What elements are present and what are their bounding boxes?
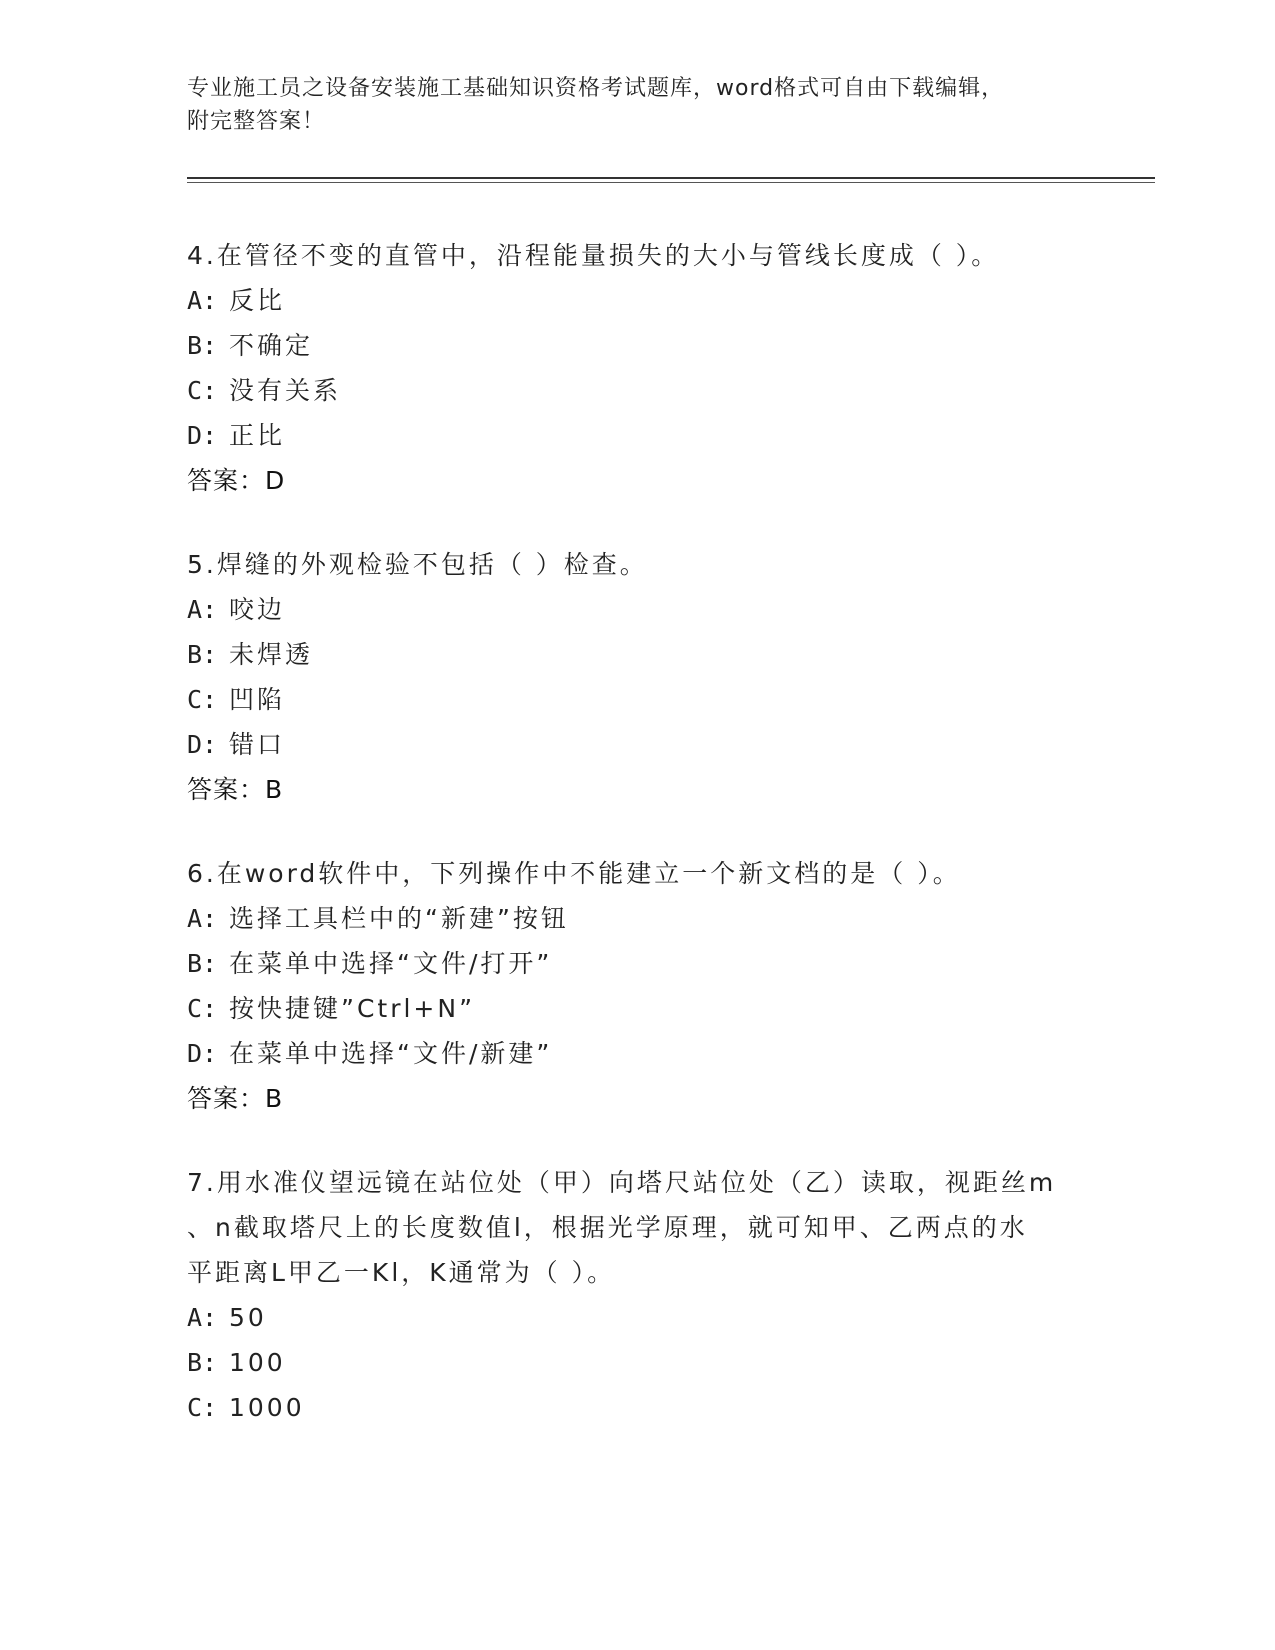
answer-line [187,767,1087,812]
answer-label: 答案： [187,466,266,495]
question-stem-line: 7.用水准仪望远镜在站位处（甲）向塔尺站位处（乙）读取，视距丝m [187,1168,1057,1197]
question-stem [187,1160,1087,1295]
header-divider-thick [187,177,1155,179]
question-stem-line: 5.焊缝的外观检验不包括（ ）检查。 [187,550,648,579]
option-d [187,722,1087,767]
option-b [187,323,1087,368]
answer-line [187,458,1087,503]
option-text: 在菜单中选择“文件/新建” [229,1039,553,1068]
answer-value: D [265,466,286,495]
question-stem-line: 4.在管径不变的直管中，沿程能量损失的大小与管线长度成（ ）。 [187,241,1000,270]
option-a [187,278,1087,323]
option-b [187,1340,1087,1385]
answer-label: 答案： [187,1084,266,1113]
option-letter: D: [187,1039,218,1068]
option-text: 1000 [229,1393,305,1422]
option-a [187,587,1087,632]
option-letter: A: [187,904,218,933]
answer-value: B [265,775,284,804]
question-stem [187,542,1087,587]
option-letter: D: [187,730,218,759]
option-letter: C: [187,376,218,405]
question-5 [187,542,1087,812]
option-letter: C: [187,685,218,714]
option-text: 100 [229,1348,286,1377]
answer-value: B [265,1084,284,1113]
option-text: 反比 [229,286,286,315]
option-letter: A: [187,286,218,315]
question-stem [187,851,1087,896]
option-letter: B: [187,640,218,669]
option-d [187,413,1087,458]
option-text: 按快捷键”Ctrl+N” [229,994,476,1023]
header-divider-thin [187,182,1155,183]
question-6 [187,851,1087,1121]
option-letter: A: [187,1303,218,1332]
answer-label: 答案： [187,775,266,804]
option-text: 凹陷 [229,685,286,714]
option-text: 在菜单中选择“文件/打开” [229,949,553,978]
question-4 [187,233,1087,503]
option-letter: B: [187,949,218,978]
option-b [187,941,1087,986]
option-letter: C: [187,994,218,1023]
header-title-line-1: 专业施工员之设备安装施工基础知识资格考试题库，word格式可自由下载编辑， [187,76,1005,101]
question-list [187,233,1087,1469]
option-text: 正比 [229,421,286,450]
option-text: 错口 [229,730,286,759]
option-letter: D: [187,421,218,450]
option-letter: B: [187,1348,218,1377]
option-letter: B: [187,331,218,360]
question-stem-line: 6.在word软件中，下列操作中不能建立一个新文档的是（ ）。 [187,859,961,888]
option-c [187,368,1087,413]
question-stem-line: 平距离L甲乙一Kl，K通常为（ ）。 [187,1258,616,1287]
option-b [187,632,1087,677]
option-text: 未焊透 [229,640,314,669]
option-text: 选择工具栏中的“新建”按钮 [229,904,569,933]
question-7 [187,1160,1087,1430]
option-a [187,1295,1087,1340]
option-c [187,677,1087,722]
header-title-line-2: 附完整答案！ [187,109,326,134]
option-text: 不确定 [229,331,314,360]
question-stem [187,233,1087,278]
option-text: 50 [229,1303,267,1332]
option-letter: C: [187,1393,218,1422]
option-c [187,986,1087,1031]
document-header [187,72,1067,138]
option-letter: A: [187,595,218,624]
option-text: 没有关系 [229,376,342,405]
option-text: 咬边 [229,595,286,624]
option-a [187,896,1087,941]
answer-line [187,1076,1087,1121]
option-c [187,1385,1087,1430]
option-d [187,1031,1087,1076]
question-stem-line: 、n截取塔尺上的长度数值l，根据光学原理，就可知甲、乙两点的水 [187,1213,1028,1242]
